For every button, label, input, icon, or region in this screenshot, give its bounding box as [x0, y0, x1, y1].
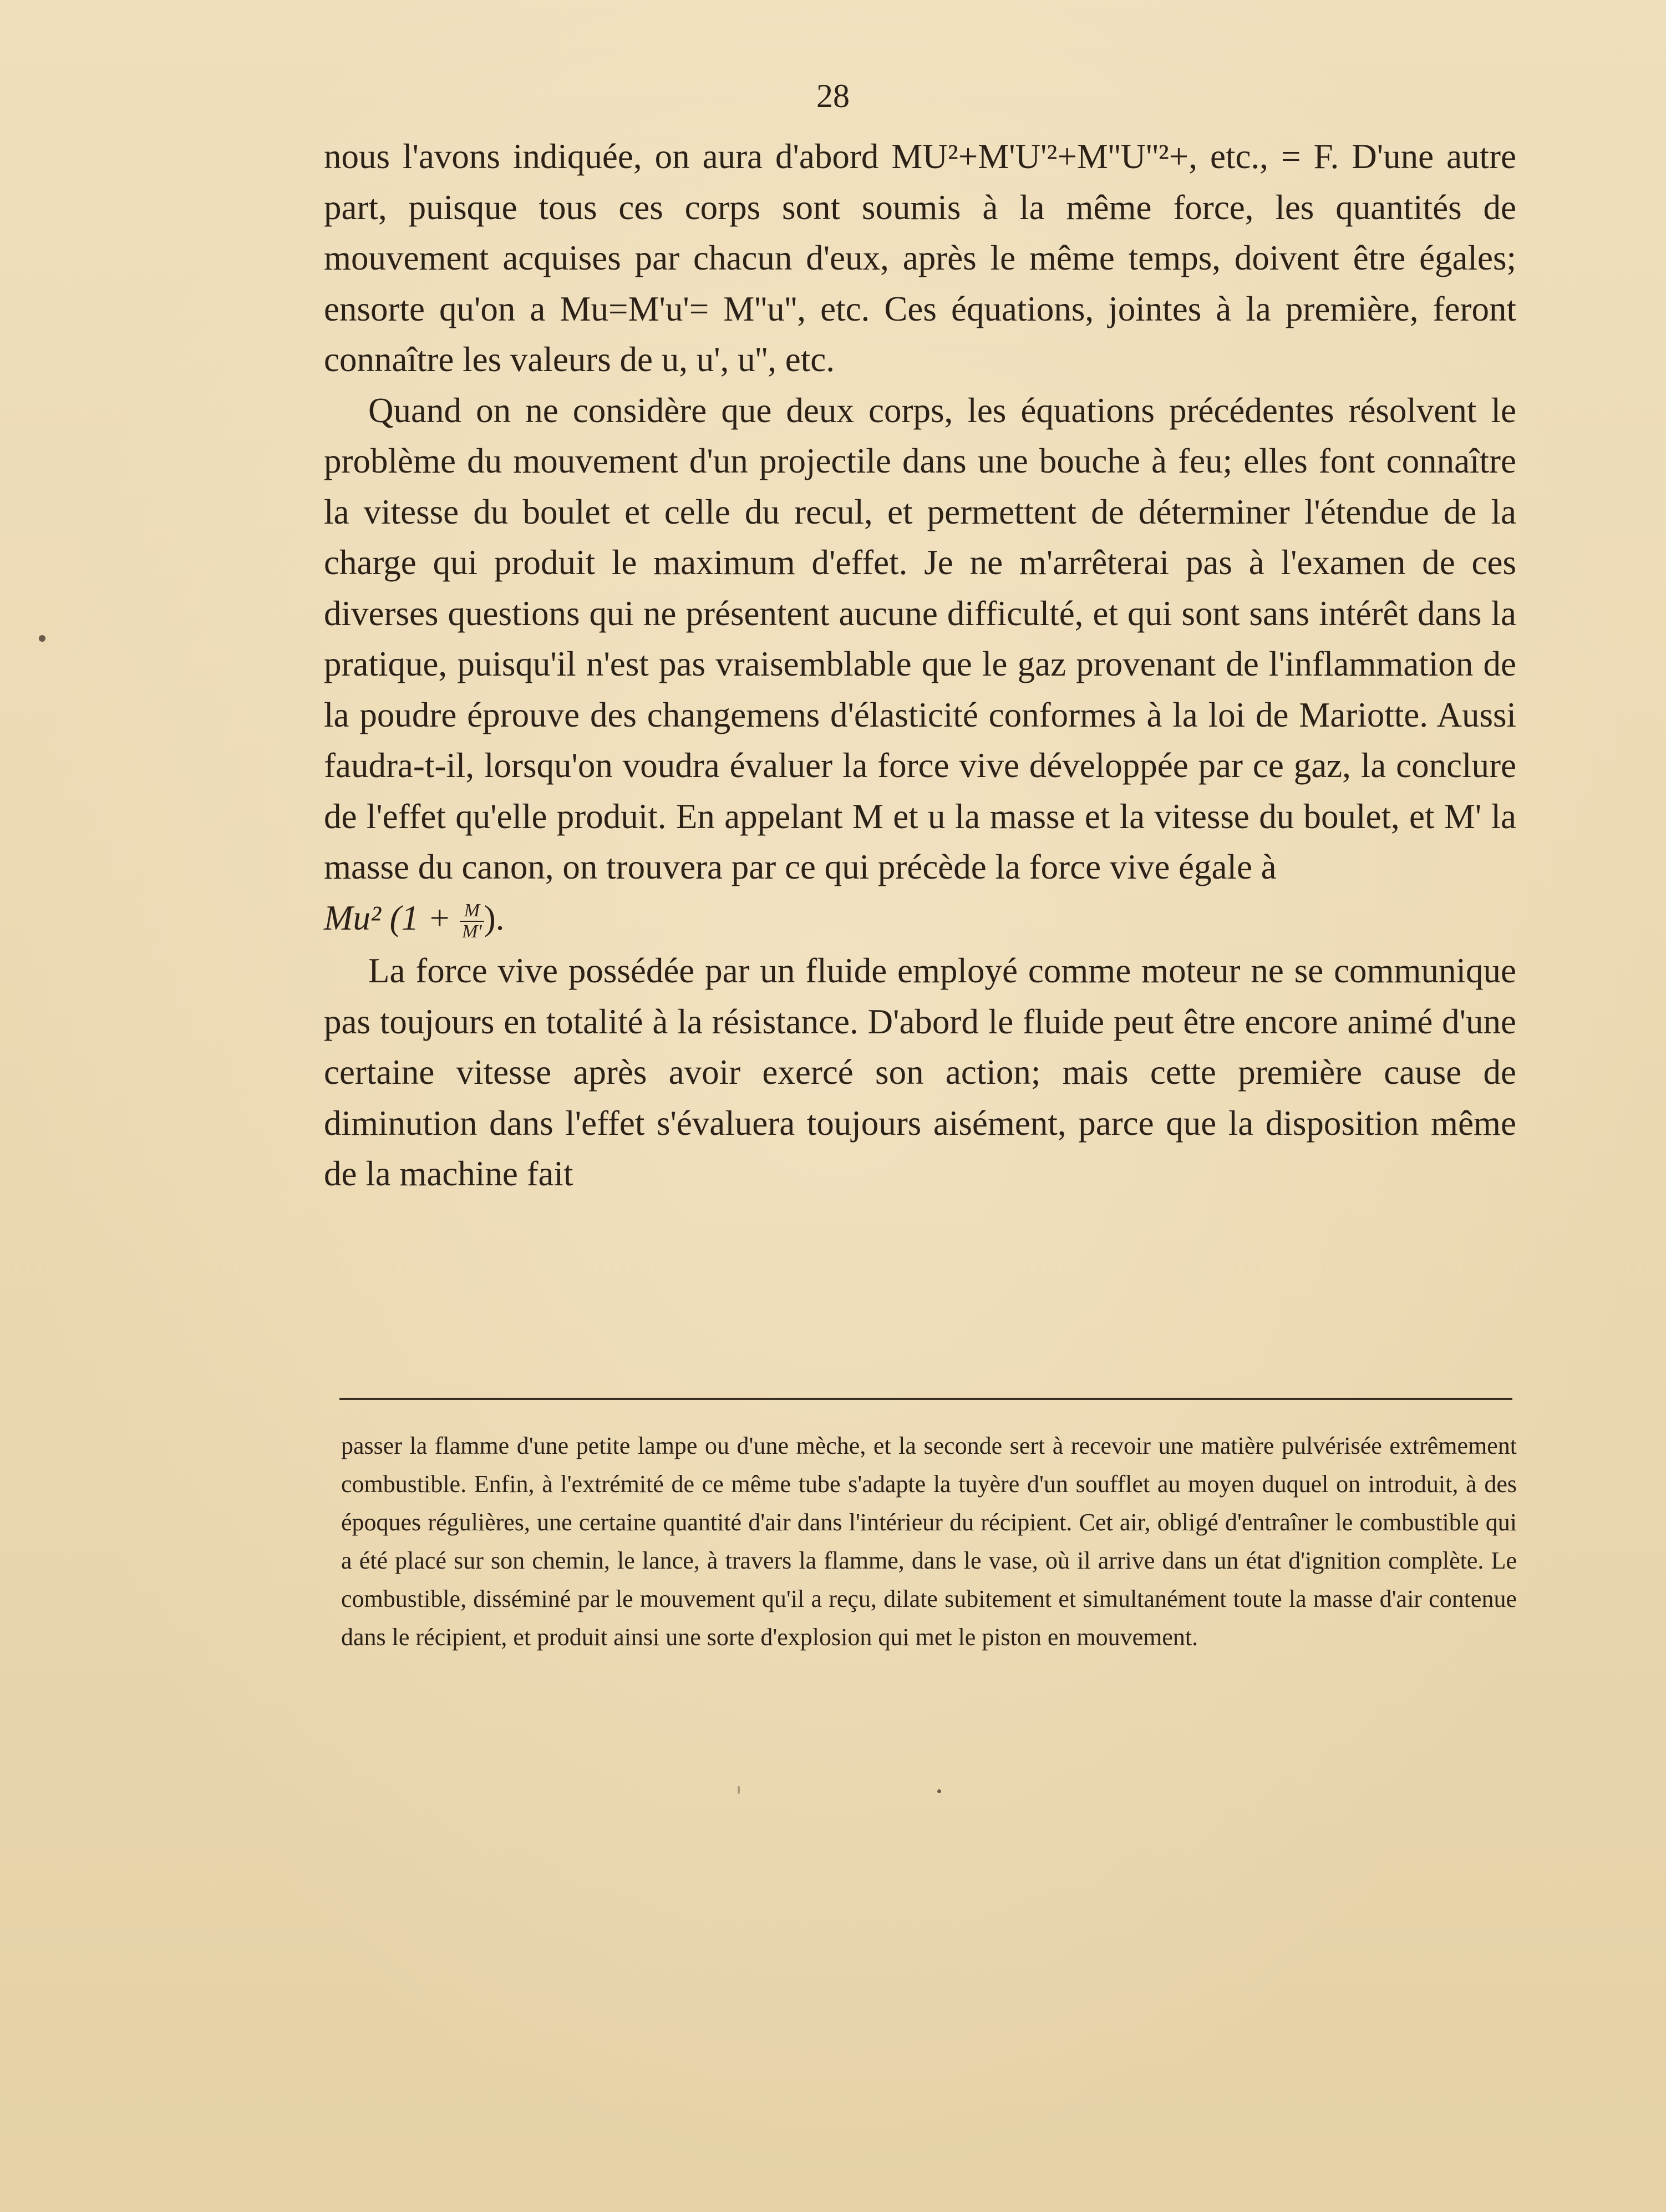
- body-text: [324, 131, 1516, 1200]
- footnote-rule: [339, 1398, 1512, 1400]
- formula-lead: Mu² (1 +: [324, 898, 460, 937]
- paragraph-2: Quand on ne considère que deux corps, les équations précédentes résolvent le problème du mouvement d'un projectile dans une bouche à feu; elles font connaître la vitesse du boulet et celle du recul, et permettent de déterminer l'étendue de la charge qui produit le maximum d'effet. Je ne m'arrêterai pas à l'examen de ces diverses questions qui ne présentent aucune difficulté, et qui sont sans intérêt dans la pratique, puisqu'il n'est pas vraisemblable que le gaz provenant de l'inflammation de la poudre éprouve des changemens d'élasticité conformes à la loi de Mariotte. Aussi faudra-t-il, lorsqu'on voudra évaluer la force vive développée par ce gaz, la conclure de l'effet qu'elle produit. En appelant M et u la masse et la vitesse du boulet, et M' la masse du canon, on trouvera par ce qui précède la force vive égale à: [324, 390, 1516, 886]
- page-number: 28: [816, 78, 850, 114]
- footnote-text: passer la flamme d'une petite lampe ou d'une mèche, et la seconde sert à recevoir une matière pulvérisée extrêmement combustible. Enfin, à l'extrémité de ce même tube s'adapte la tuyère d'un soufflet au moyen duquel on introduit, à des époques régulières, une certaine quantité d'air dans l'intérieur du récipient. Cet air, obligé d'entraîner le combustible qui a été placé sur son chemin, le lance, à travers la flamme, dans le vase, où il arrive dans un état d'ignition complète. Le combustible, disséminé par le mouvement qu'il a reçu, dilate subitement et simultanément toute la masse d'air contenue dans le récipient, et produit ainsi une sorte d'explosion qui met le piston en mouvement.: [341, 1432, 1517, 1651]
- footnote: [341, 1427, 1517, 1656]
- formula-tail: ).: [484, 898, 505, 937]
- paragraph-3: La force vive possédée par un fluide employé comme moteur ne se communique pas toujours en totalité à la résistance. D'abord le fluide peut être encore animé d'une certaine vitesse après avoir exercé son action; mais cette première cause de diminution dans l'effet s'évaluera toujours aisément, parce que la disposition même de la machine fait: [324, 951, 1516, 1193]
- ink-speck: [937, 1789, 941, 1793]
- ink-speck: [738, 1786, 740, 1794]
- fraction-denominator: M': [462, 921, 482, 942]
- fraction-numerator: M: [460, 901, 484, 922]
- formula-fraction: [460, 901, 484, 942]
- formula-line: [324, 893, 1516, 944]
- paragraph-1: nous l'avons indiquée, on aura d'abord MU²+M'U'²+M''U''²+, etc., = F. D'une autre part, puisque tous ces corps sont soumis à la même force, les quantités de mouvement acquises par chacun d'eux, après le même temps, doivent être égales; ensorte qu'on a Mu=M'u'= M''u'', etc. Ces équations, jointes à la première, feront connaître les valeurs de u, u', u'', etc.: [324, 137, 1516, 379]
- ink-speck: [39, 635, 45, 642]
